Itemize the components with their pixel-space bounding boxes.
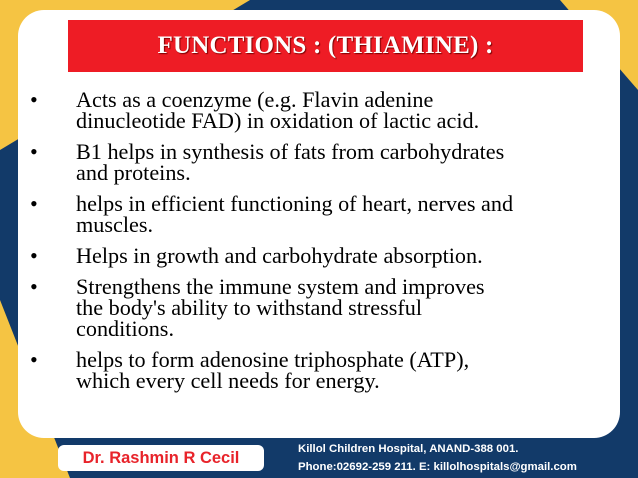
bullet-marker: •: [30, 243, 38, 268]
bullet-text-line: helps in efficient functioning of heart, nerves and: [76, 191, 514, 216]
bullet-text-line: helps to form adenosine triphosphate (ATP),: [76, 347, 470, 372]
bullet-item: [30, 349, 615, 391]
bullet-text-line: Acts as a coenzyme (e.g. Flavin adenine: [76, 87, 434, 112]
bullet-text-line: the body's ability to withstand stressful: [76, 295, 423, 320]
slide-title: FUNCTIONS : (THIAMINE) :: [157, 32, 494, 59]
bullet-marker: •: [30, 347, 38, 372]
bullet-text-line: which every cell needs for energy.: [76, 368, 380, 393]
author-badge: [58, 445, 264, 471]
bullet-item: [30, 245, 615, 266]
bullet-item: [30, 276, 615, 339]
bullet-text-line: muscles.: [76, 212, 154, 237]
bullet-marker: •: [30, 87, 38, 112]
bullet-marker: •: [30, 191, 38, 216]
hospital-info: [298, 440, 577, 476]
author-name: Dr. Rashmin R Cecil: [82, 448, 240, 467]
hospital-address: Killol Children Hospital, ANAND-388 001.: [298, 443, 519, 455]
bullet-text-line: Strengthens the immune system and improves: [76, 274, 485, 299]
bullet-item: [30, 193, 615, 235]
bullet-marker: •: [30, 139, 38, 164]
bullet-text-line: B1 helps in synthesis of fats from carbohydrates: [76, 139, 505, 164]
title-banner: [68, 20, 583, 72]
bullet-list: [30, 89, 615, 401]
hospital-contact: Phone:02692-259 211. E: killolhospitals@gmail.com: [298, 461, 577, 473]
bullet-item: [30, 89, 615, 131]
bullet-marker: •: [30, 274, 38, 299]
bullet-text-line: conditions.: [76, 316, 174, 341]
bullet-text-line: dinucleotide FAD) in oxidation of lactic acid.: [76, 108, 480, 133]
bullet-text-line: and proteins.: [76, 160, 191, 185]
bullet-text-line: Helps in growth and carbohydrate absorption.: [76, 243, 483, 268]
bullet-item: [30, 141, 615, 183]
